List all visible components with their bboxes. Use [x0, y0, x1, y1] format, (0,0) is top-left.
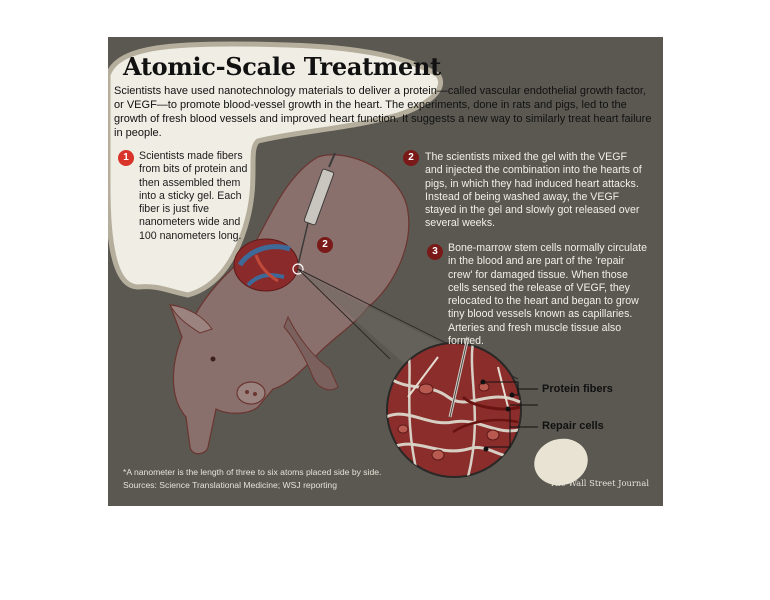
footnote: [123, 466, 381, 491]
intro-text: Scientists have used nanotechnology materials to deliver a protein—called vascular endothelial growth factor, or VEGF—to promote blood-vessel growth in the heart. The experiments, done in rats and pigs, led to the growth of fresh blood vessels and improved heart function. It suggests a new way to similarly treat heart failure in people.: [114, 85, 652, 139]
step-3-badge: 3: [427, 244, 443, 260]
diagram-marker-2: 2: [317, 237, 333, 253]
footnote-text: *A nanometer is the length of three to six atoms placed side by side.: [123, 467, 382, 477]
step-2-text: The scientists mixed the gel with the VEGF and injected the combination into the hearts of pigs, in which they had induced heart attacks. Instead of being washed away, the VEGF stayed in the gel and slowly got released over several weeks.: [425, 151, 642, 230]
infographic-panel: [108, 37, 663, 506]
sources-text: Sources: Science Translational Medicine; WSJ reporting: [123, 479, 337, 490]
step-1-badge: 1: [118, 150, 134, 166]
repair-cells-label: Repair cells: [542, 420, 604, 432]
step-1-text: Scientists made fibers from bits of protein and then assembled them into a sticky gel. Each fiber is just five nanometers wide and 100 nanometers long.: [139, 150, 248, 242]
step-3-text: Bone-marrow stem cells normally circulate in the blood and are part of the 'repair crew' for damaged tissue. When those cells sensed the release of VEGF, they relocated to the heart and began to grow tiny blood vessels known as capillaries. Arteries and fresh muscle tissue also formed.: [448, 242, 647, 348]
page-title: Atomic-Scale Treatment: [123, 52, 441, 81]
protein-fibers-label: Protein fibers: [542, 383, 613, 395]
brand-credit: The Wall Street Journal: [549, 478, 649, 488]
step-2-badge: 2: [403, 150, 419, 166]
